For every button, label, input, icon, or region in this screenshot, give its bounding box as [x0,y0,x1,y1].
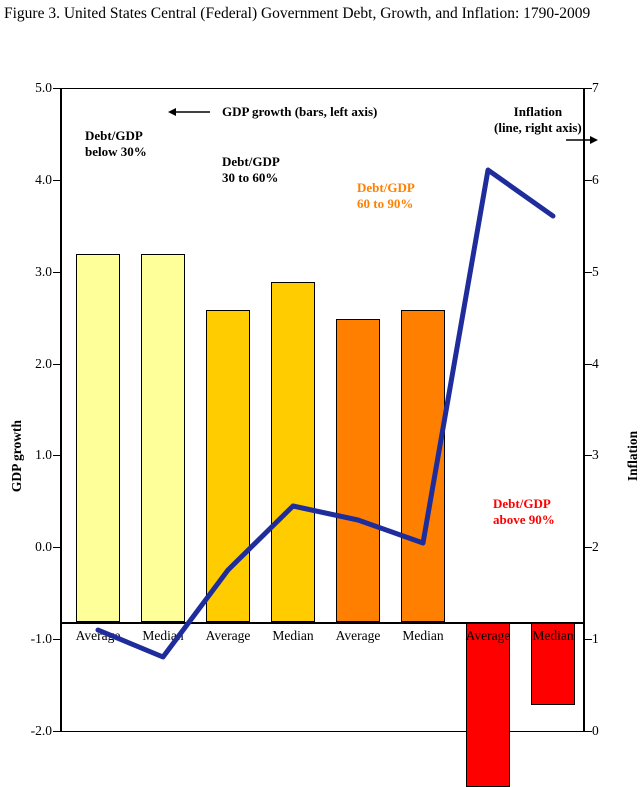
ytick-label: -1.0 [30,631,52,646]
y2tick-label: 6 [592,172,599,187]
inflation-line-series [0,76,640,751]
category-label: Average [335,628,381,643]
annotation-debt-30-to-60 [222,154,280,186]
annotation-line1: Debt/GDP [493,496,551,511]
category-label: Median [402,628,444,643]
ytick-label: -2.0 [30,723,52,738]
annotation-debt-above-90 [493,496,555,528]
ytick-label: 5.0 [35,80,52,95]
annotation-line2: below 30% [85,144,147,159]
category-label: Median [142,628,184,643]
y2tick-label: 4 [592,356,599,371]
ytick-label: 0.0 [35,539,52,554]
y2tick-label: 0 [592,723,599,738]
ytick-label: 4.0 [35,172,52,187]
legend-inflation [494,104,582,136]
ytick-label: 3.0 [35,264,52,279]
annotation-debt-below-30 [85,128,147,160]
category-label: Median [272,628,314,643]
gdp-growth-legend-arrow [168,108,210,116]
legend-gdp-growth: GDP growth (bars, left axis) [222,104,378,119]
y-axis-title-left: GDP growth [9,419,24,493]
inflation-legend-arrow [566,136,598,144]
annotation-debt-60-to-90 [357,180,415,212]
annotation-line1: Debt/GDP [357,180,415,195]
category-label: Average [465,628,511,643]
chart-plot-area [0,76,640,751]
figure-title: Figure 3. United States Central (Federal) Government Debt, Growth, and Inflation: 1790-2009 [4,5,591,22]
legend-inflation-line2: (line, right axis) [494,120,582,135]
annotation-line2: 60 to 90% [357,196,414,211]
annotation-line1: Debt/GDP [222,154,280,169]
annotation-line2: 30 to 60% [222,170,279,185]
y2tick-label: 7 [592,80,599,95]
ytick-label: 2.0 [35,356,52,371]
annotation-line2: above 90% [493,512,555,527]
annotation-line1: Debt/GDP [85,128,143,143]
y2tick-label: 5 [592,264,599,279]
y2tick-label: 1 [592,631,599,646]
legend-inflation-line1: Inflation [513,104,563,119]
ytick-label: 1.0 [35,447,52,462]
y2tick-label: 2 [592,539,599,554]
category-label: Average [75,628,121,643]
category-label: Median [532,628,574,643]
y2tick-label: 3 [592,447,599,462]
y-axis-title-right: Inflation [625,430,640,482]
category-label: Average [205,628,251,643]
